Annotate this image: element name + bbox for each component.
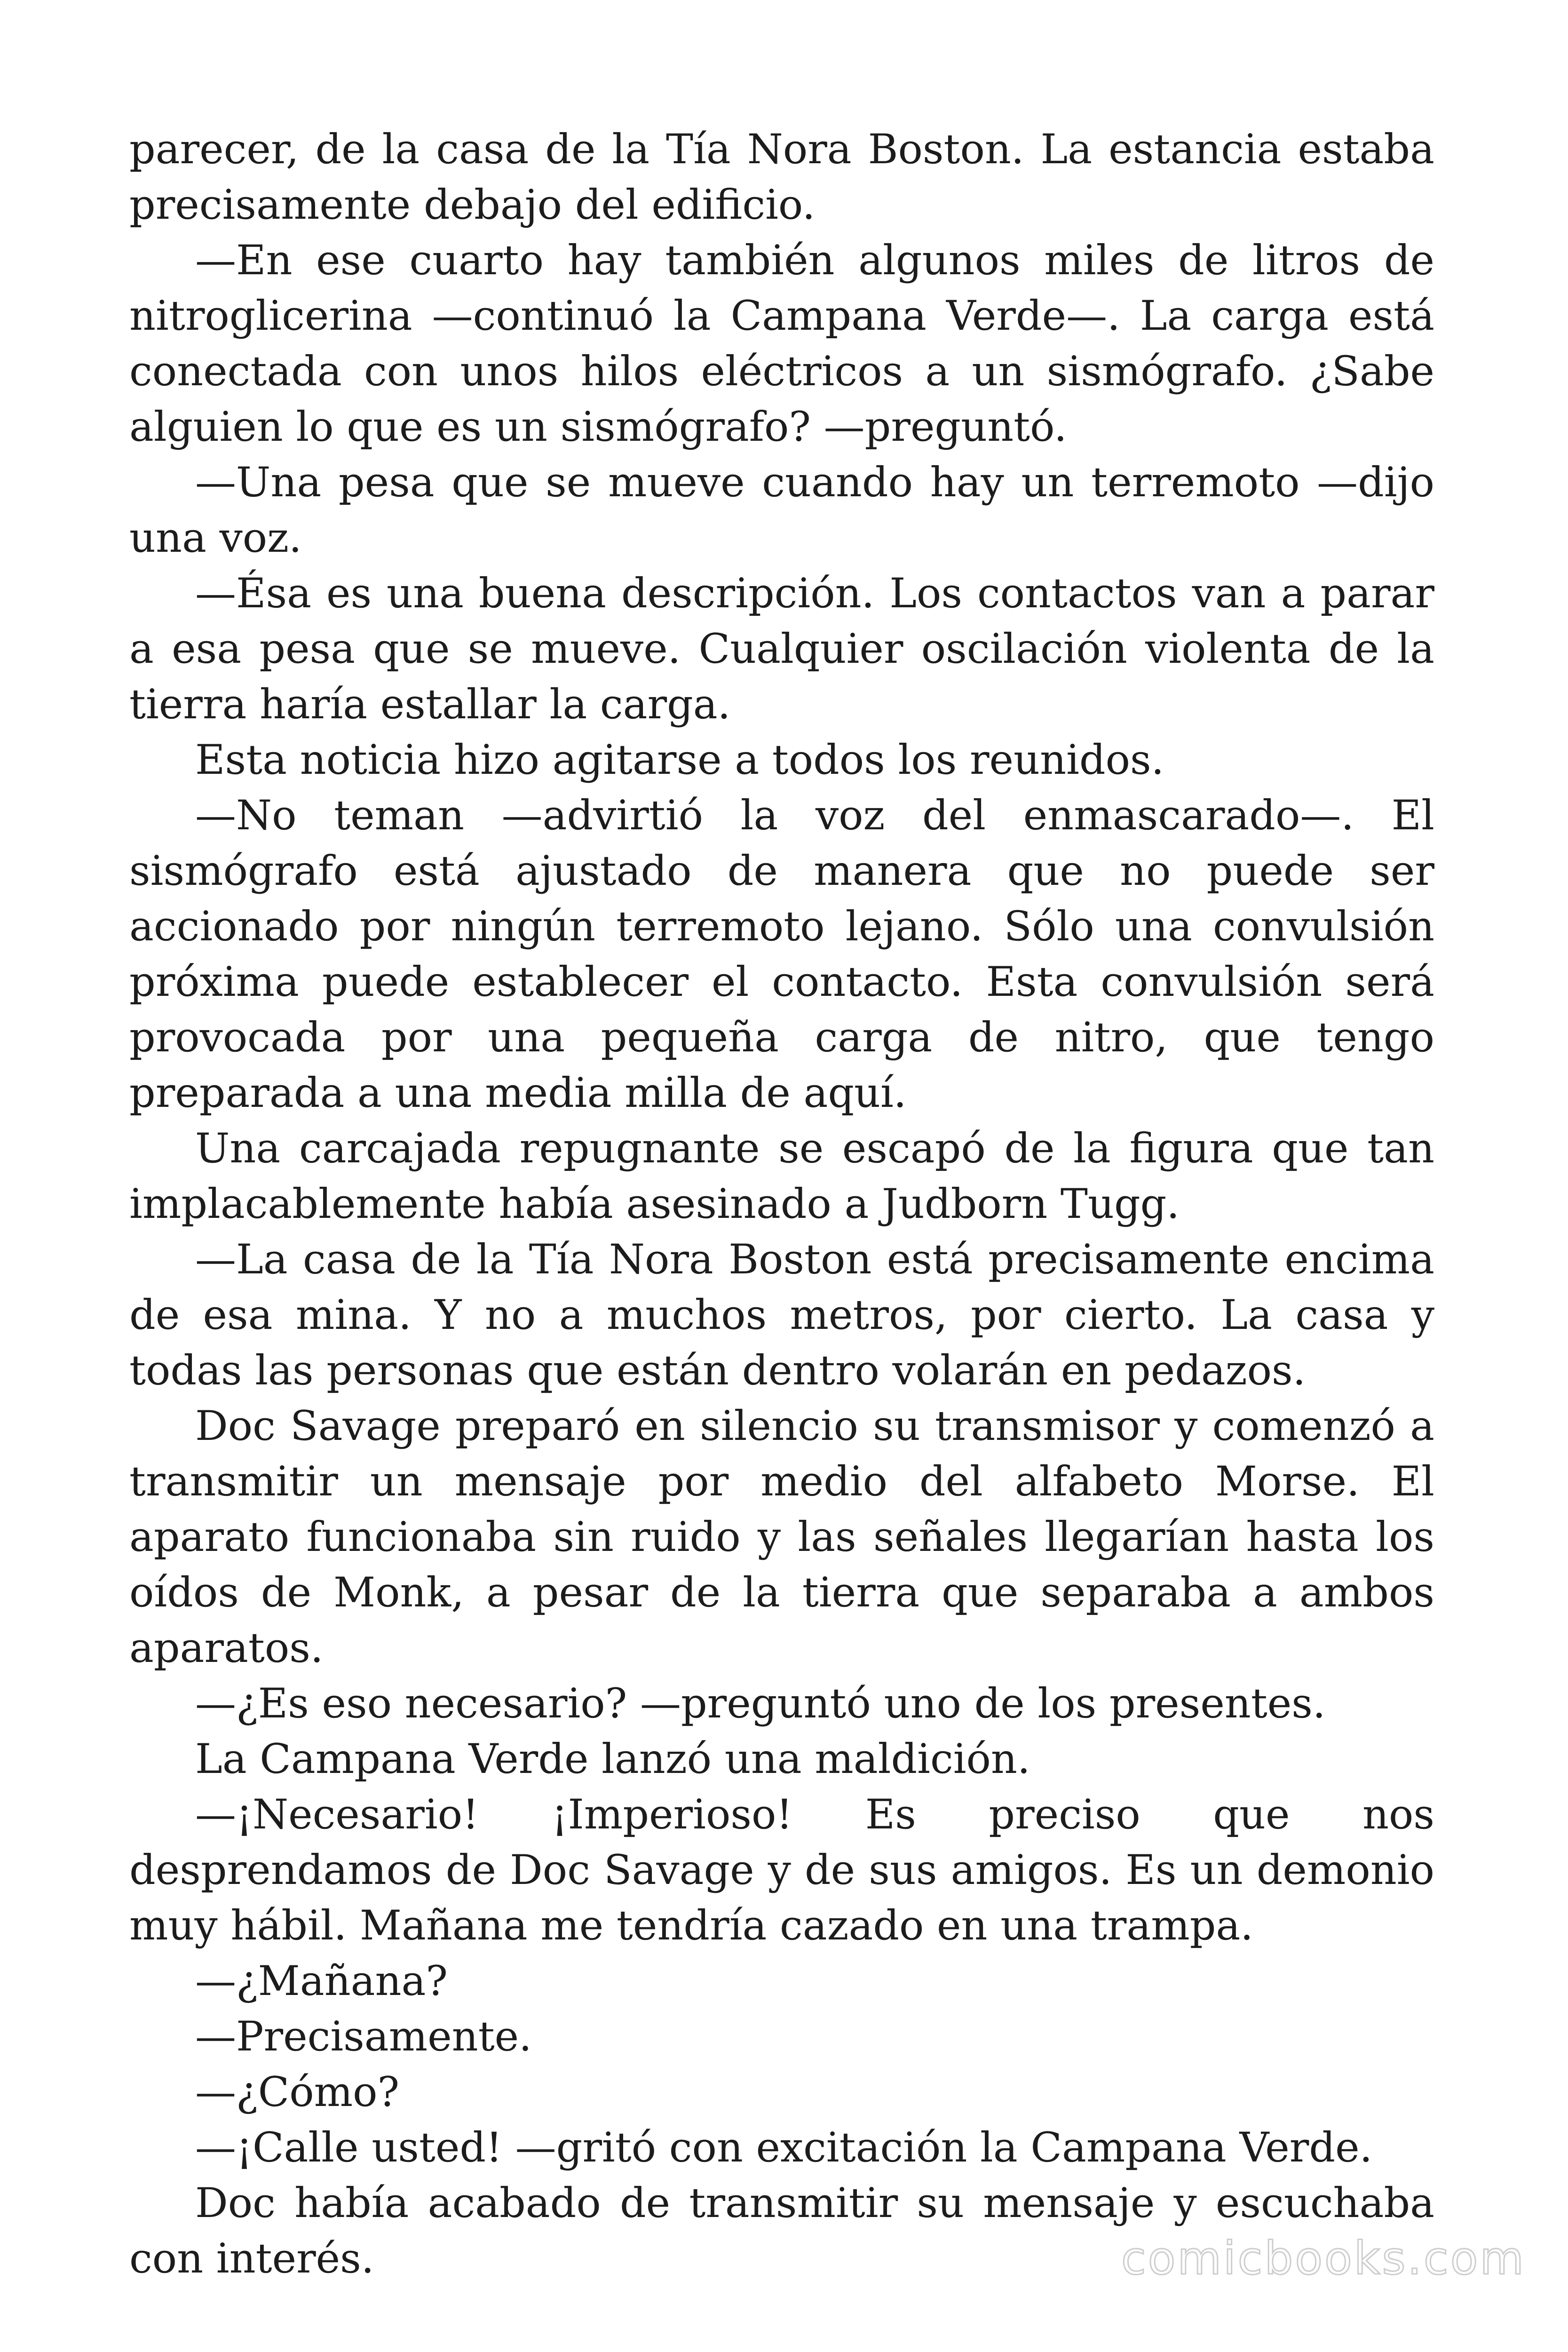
paragraph-15: —¿Cómo? bbox=[195, 2068, 400, 2116]
paragraph-9: Doc Savage preparó en silencio su transmisor y comenzó a transmitir un mensaje por medio del alfabeto Morse. El aparato funcionaba sin ruido y las señales llegarían hasta los oídos de Monk, a pesar de la tierra que separaba a ambos aparatos. bbox=[129, 1402, 1434, 1672]
paragraph-17: Doc había acabado de transmitir su mensaje y escuchaba con interés. bbox=[129, 2179, 1434, 2282]
watermark: comicbooks.com bbox=[1121, 2232, 1526, 2285]
paragraph-8: —La casa de la Tía Nora Boston está precisamente encima de esa mina. Y no a muchos metros, por cierto. La casa y todas las personas que están dentro volarán en pedazos. bbox=[129, 1235, 1434, 1394]
paragraph-7: Una carcajada repugnante se escapó de la figura que tan implacablemente había asesinado a Judborn Tugg. bbox=[129, 1124, 1434, 1228]
paragraph-2: —En ese cuarto hay también algunos miles de litros de nitroglicerina —continuó la Campana Verde—. La carga está conectada con unos hilos eléctricos a un sismógrafo. ¿Sabe alguien lo que es un sismógrafo? —preguntó. bbox=[129, 236, 1434, 451]
paragraph-4: —Ésa es una buena descripción. Los contactos van a parar a esa pesa que se mueve. Cualquier oscilación violenta de la tierra haría estallar la carga. bbox=[129, 569, 1434, 728]
paragraph-5: Esta noticia hizo agitarse a todos los reunidos. bbox=[195, 736, 1164, 784]
paragraph-10: —¿Es eso necesario? —preguntó uno de los presentes. bbox=[195, 1679, 1326, 1727]
paragraph-3: —Una pesa que se mueve cuando hay un terremoto —dijo una voz. bbox=[129, 458, 1434, 562]
paragraph-1: parecer, de la casa de la Tía Nora Boston. La estancia estaba precisamente debajo del edificio. bbox=[129, 125, 1434, 229]
paragraph-16: —¡Calle usted! —gritó con excitación la Campana Verde. bbox=[195, 2123, 1373, 2171]
paragraph-11: La Campana Verde lanzó una maldición. bbox=[195, 1735, 1030, 1783]
paragraph-12: —¡Necesario! ¡Imperioso! Es preciso que nos desprendamos de Doc Savage y de sus amigos. Es un demonio muy hábil. Mañana me tendría cazado en una trampa. bbox=[129, 1790, 1434, 1949]
paragraph-6: —No teman —advirtió la voz del enmascarado—. El sismógrafo está ajustado de manera que no puede ser accionado por ningún terremoto lejano. Sólo una convulsión próxima puede establecer el contacto. Esta convulsión será provocada por una pequeña carga de nitro, que tengo preparada a una media milla de aquí. bbox=[129, 791, 1434, 1117]
paragraph-13: —¿Mañana? bbox=[195, 1957, 448, 2005]
page-body bbox=[129, 121, 1434, 2286]
paragraph-14: —Precisamente. bbox=[195, 2012, 532, 2060]
